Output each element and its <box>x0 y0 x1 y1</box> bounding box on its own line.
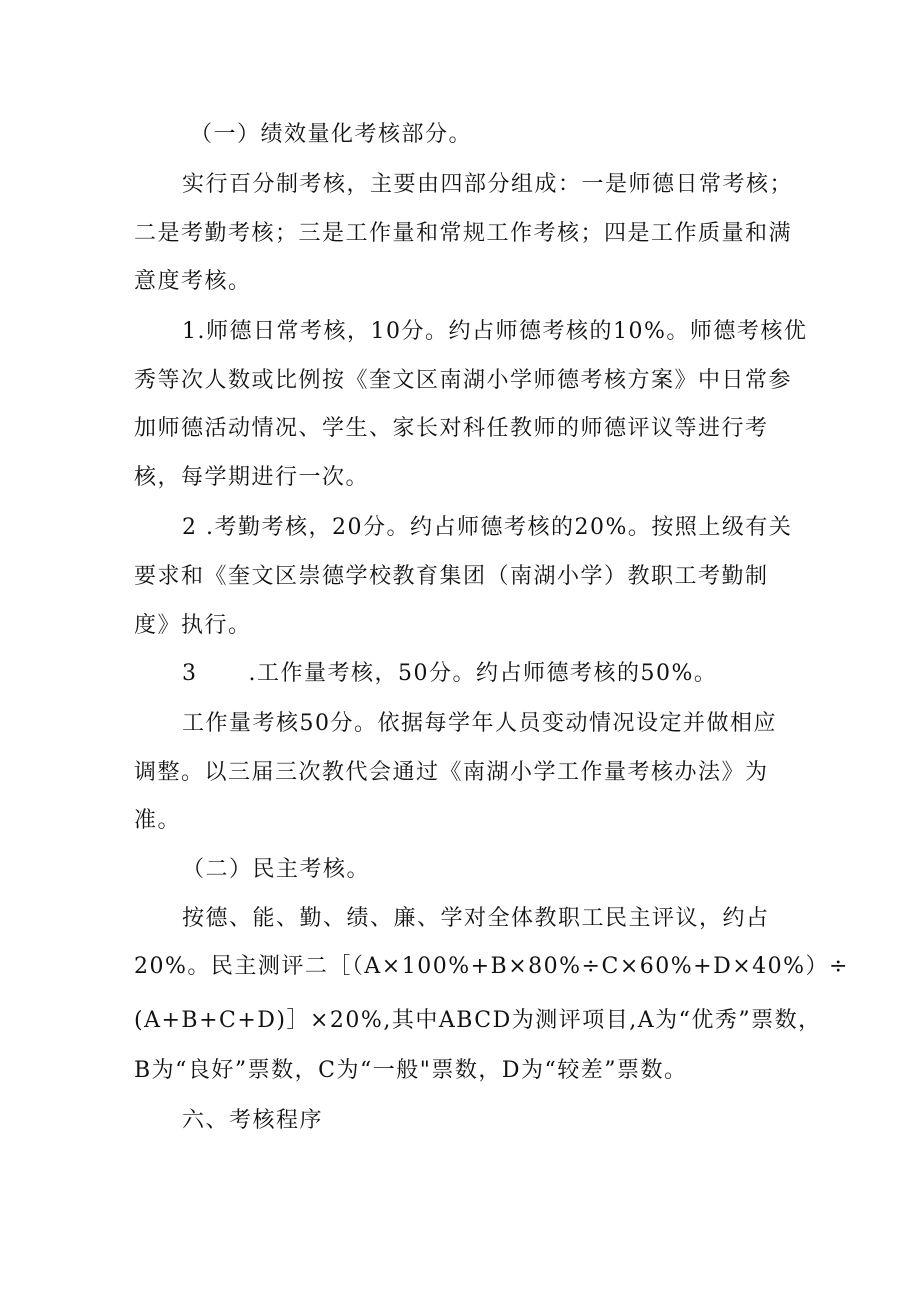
paragraph-line: 1.师德日常考核，10分。约占师德考核的10%。师德考核优 <box>182 319 808 344</box>
section-heading-performance: （一）绩效量化考核部分。 <box>190 122 473 147</box>
paragraph-line: 实行百分制考核，主要由四部分组成：一是师德日常考核； <box>182 172 794 197</box>
paragraph-line: 秀等次人数或比例按《奎文区南湖小学师德考核方案》中日常参 <box>134 368 793 393</box>
paragraph-line: 要求和《奎文区崇德学校教育集团（南湖小学）教职工考勤制 <box>134 564 769 589</box>
paragraph-line: 3 .工作量考核，50分。约占师德考核的50%。 <box>182 661 718 686</box>
paragraph-line: 度》执行。 <box>134 613 252 638</box>
paragraph-line: 二是考勤考核；三是工作量和常规工作考核；四是工作质量和满 <box>134 221 793 246</box>
paragraph-line: 准。 <box>134 808 182 833</box>
paragraph-line: 核，每学期进行一次。 <box>134 465 370 490</box>
section-heading-democratic: （二）民主考核。 <box>182 857 371 882</box>
paragraph-line: 按德、能、勤、绩、廉、学对全体教职工民主评议，约占 <box>182 906 770 931</box>
paragraph-line: (A+B+C+D)］×20%,其中ABCD为测评项目,A为“优秀”票数， <box>134 1008 822 1033</box>
paragraph-line: 20%。民主测评二［（A×100%+B×80%÷C×60%+D×40%）÷ <box>134 954 849 979</box>
paragraph-line: 意度考核。 <box>134 269 252 294</box>
paragraph-line: 调整。以三届三次教代会通过《南湖小学工作量考核办法》为 <box>134 760 769 785</box>
section-heading-procedure: 六、考核程序 <box>182 1108 324 1133</box>
paragraph-line: 加师德活动情况、学生、家长对科任教师的师德评议等进行考 <box>134 416 769 441</box>
paragraph-line: 工作量考核50分。依据每学年人员变动情况设定并做相应 <box>182 711 777 736</box>
paragraph-line: B为“良好”票数，C为“一般"票数，D为“较差”票数。 <box>134 1058 688 1083</box>
paragraph-line: 2 .考勤考核，20分。约占师德考核的20%。按照上级有关 <box>182 515 793 540</box>
